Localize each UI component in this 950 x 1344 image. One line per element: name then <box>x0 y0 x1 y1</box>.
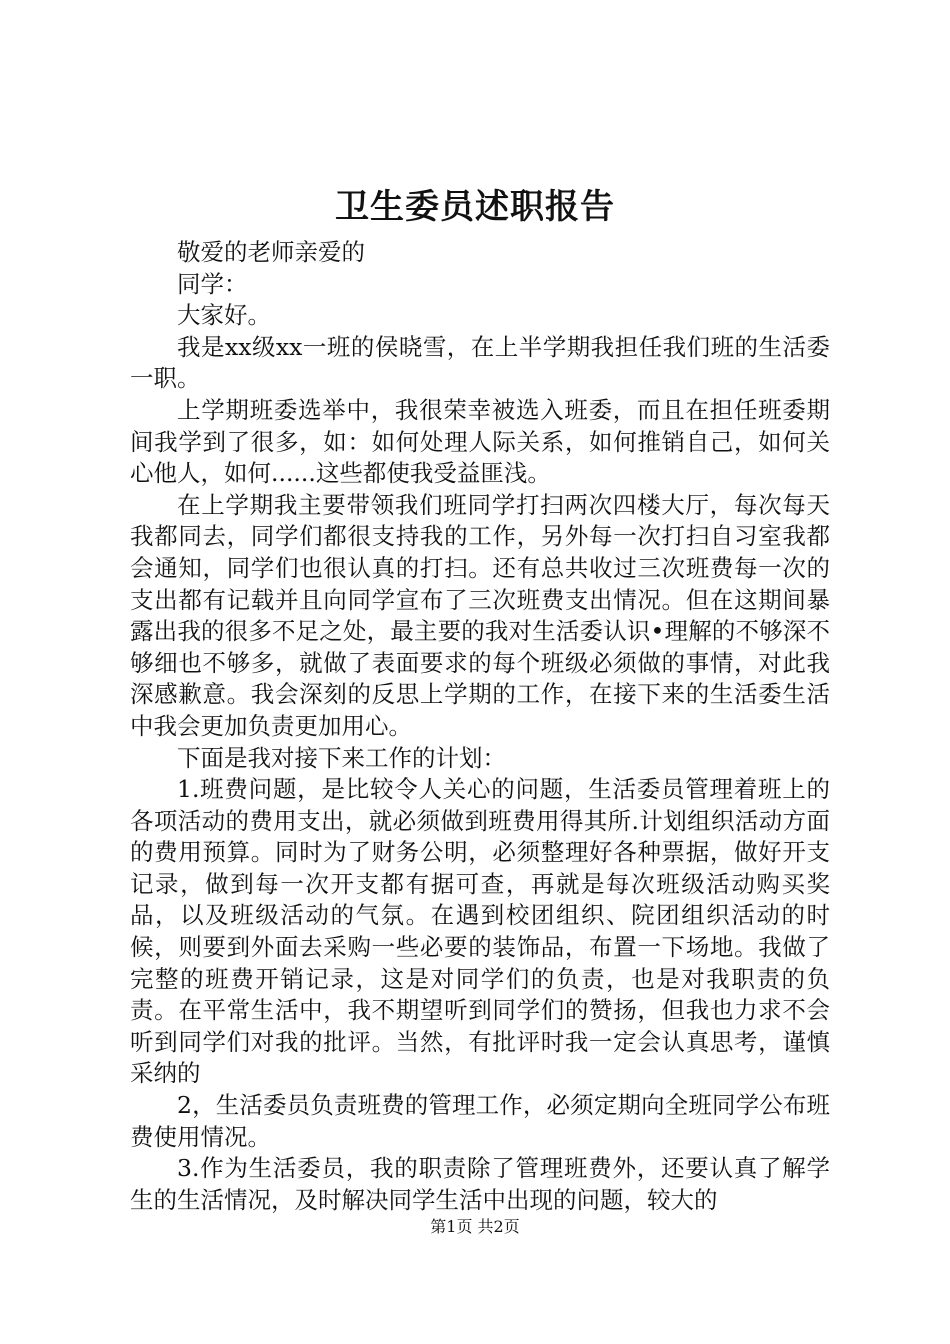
document-body <box>130 237 830 1216</box>
paragraph-plan-heading: 下面是我对接下来工作的计划： <box>177 743 506 772</box>
paragraph-intro: 我是xx级xx一班的侯晓雪，在上半学期我担任我们班的生活委一职。 <box>130 332 830 393</box>
paragraph-plan-2: 2，生活委员负责班费的管理工作，必须定期向全班同学公布班费使用情况。 <box>130 1091 830 1151</box>
paragraph-plan-1: 1.班费问题，是比较令人关心的问题，生活委员管理着班上的各项活动的费用支出，就必须做到班费用得其所.计划组织活动方面的费用预算。同时为了财务公明，必须整理好各种票据，做好开支记录，做到每一次开支都有据可查，再就是每次班级活动购买奖品，以及班级活动的气氛。在遇到校团组织、院团组织活动的时候，则要到外面去采购一些必要的装饰品，布置一下场地。我做了完整的班费开销记录，这是对同学们的负责，也是对我职责的负责。在平常生活中，我不期望听到同学们的赞扬，但我也力求不会听到同学们对我的批评。当然，有批评时我一定会认真思考，谨慎采纳的 <box>130 775 830 1088</box>
paragraph-salutation-1: 敬爱的老师亲爱的 <box>177 238 365 266</box>
paragraph-plan-3: 3.作为生活委员，我的职责除了管理班费外，还要认真了解学生的生活情况，及时解决同学生活中出现的问题，较大的 <box>130 1154 830 1214</box>
page-number-footer: 第1页 共2页 <box>430 1217 520 1236</box>
paragraph-last-term: 在上学期我主要带领我们班同学打扫两次四楼大厅，每次每天我都同去，同学们都很支持我的工作，另外每一次打扫自习室我都会通知，同学们也很认真的打扫。还有总共收过三次班费每一次的支出都有记载并且向同学宣布了三次班费支出情况。但在这期间暴露出我的很多不足之处，最主要的我对生活委认识•理解的不够深不够细也不够多，就做了表面要求的每个班级必须做的事情，对此我深感歉意。我会深刻的反思上学期的工作，在接下来的生活委生活中我会更加负责更加用心。 <box>130 490 830 740</box>
paragraph-salutation-2: 同学： <box>177 269 248 298</box>
paragraph-election: 上学期班委选举中，我很荣幸被选入班委，而且在担任班委期间我学到了很多，如：如何处理人际关系，如何推销自己，如何关心他人，如何......这些都使我受益匪浅。 <box>130 395 830 488</box>
page-title: 卫生委员述职报告 <box>335 187 615 227</box>
paragraph-greeting: 大家好。 <box>177 301 271 330</box>
